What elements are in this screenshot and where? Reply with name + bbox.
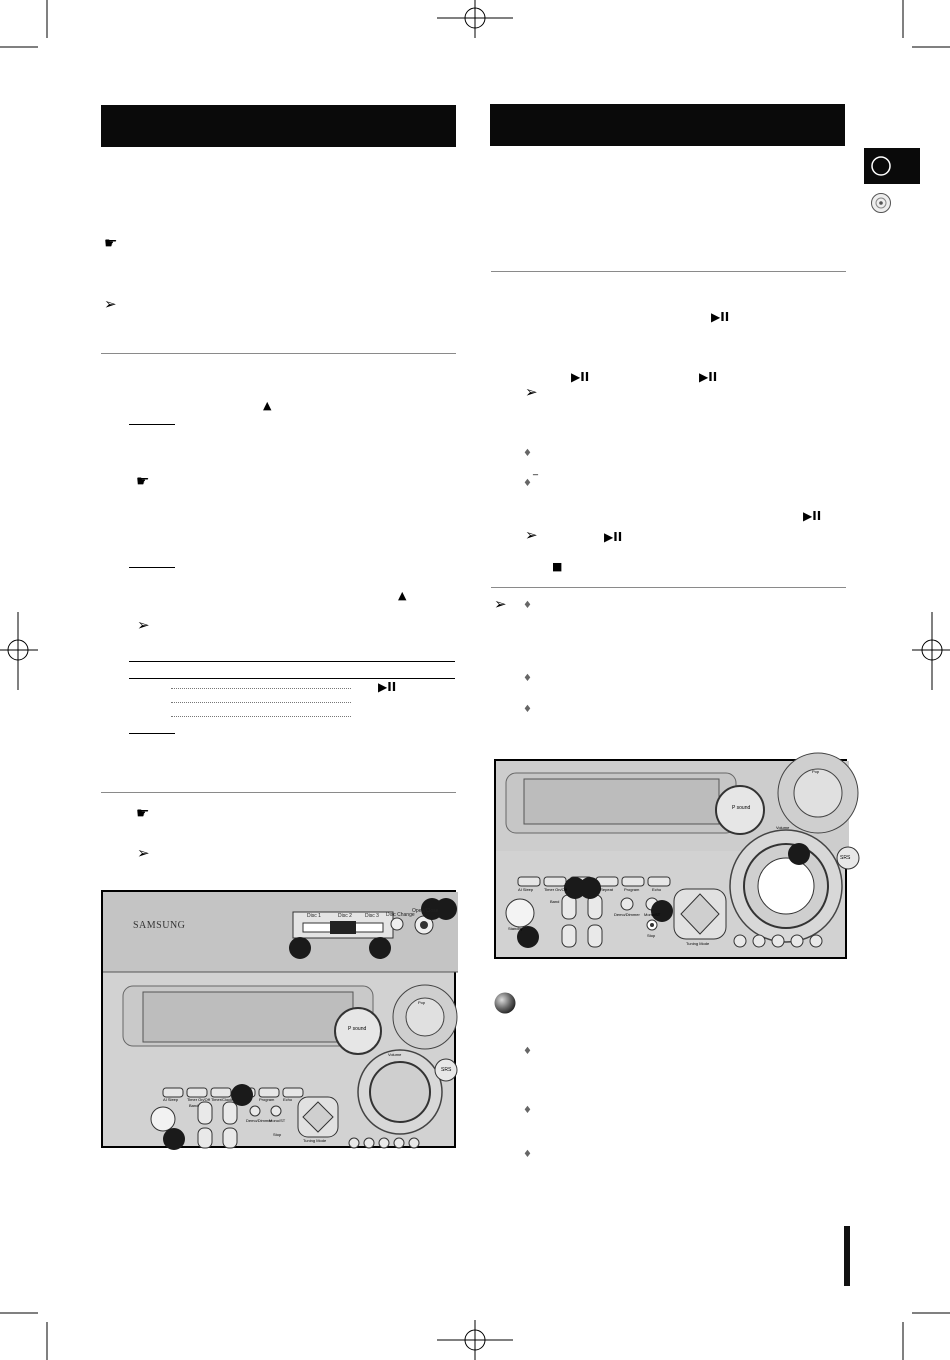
table-top-rule <box>129 661 455 662</box>
bullet-icon: ♦ <box>523 448 532 459</box>
fig-label-echo: Echo <box>652 887 662 892</box>
right-section-title-bar <box>490 104 845 146</box>
tip-arrow-icon: ➢ <box>137 616 150 634</box>
fig-label-p-sound: P sound <box>348 1026 367 1032</box>
play-pause-icon: ▶II <box>604 530 623 544</box>
fig-label-program: Program <box>624 887 640 892</box>
play-pause-icon: ▶II <box>711 310 730 324</box>
fig-label-standby: Standby <box>508 926 523 931</box>
bullet-icon: ♦ <box>523 1046 532 1057</box>
brand-logo-text: SAMSUNG <box>133 920 186 931</box>
section-sphere-icon <box>494 992 518 1016</box>
table-dots-2 <box>171 702 351 703</box>
tip-arrow-icon: ➢ <box>525 526 538 544</box>
step-underline-3 <box>129 733 175 734</box>
disc1-label: Disc 1 <box>307 913 321 919</box>
cd-disc-icon <box>870 192 894 216</box>
fig-label-band: Band <box>550 899 560 904</box>
bullet-icon: ♦ <box>523 478 532 489</box>
right-device-drawing <box>496 761 849 961</box>
left-divider-1 <box>101 353 456 354</box>
bullet-icon: ♦ <box>523 704 532 715</box>
fig-label-demo-dimmer: Demo/Dimmer <box>614 912 640 917</box>
language-circle-icon <box>864 148 920 184</box>
tip-arrow-icon: ➢ <box>137 844 150 862</box>
fig-label-volume: Volume <box>388 1052 402 1057</box>
tip-arrow-icon: ➢ <box>494 595 507 613</box>
eject-icon: ▲ <box>263 399 272 412</box>
step-underline-1 <box>129 424 175 425</box>
bullet-icon: ♦ <box>523 1105 532 1116</box>
page-number-bar <box>844 1226 850 1286</box>
table-header-rule <box>129 678 455 679</box>
fig-label-tuning-mode: Tuning Mode <box>686 941 710 946</box>
fig-label-pop: Pop <box>812 769 820 774</box>
fig-label-echo: Echo <box>283 1097 293 1102</box>
tip-arrow-icon: ➢ <box>104 295 117 313</box>
table-dots-3 <box>171 716 351 717</box>
fig-label-stop: Stop <box>273 1132 282 1137</box>
fig-label-srs: SRS <box>441 1067 452 1073</box>
fig-label-volume: Volume <box>776 825 790 830</box>
language-tab <box>864 148 920 184</box>
bullet-icon: ♦ <box>523 600 532 611</box>
fig-label-stop: Stop <box>647 933 656 938</box>
fig-label-band: Band <box>189 1103 199 1108</box>
disc2-label: Disc 2 <box>338 913 352 919</box>
fig-label-timer-on-off: Timer On/Off <box>187 1097 210 1102</box>
fig-label-ai-sleep: AI Sleep <box>163 1097 179 1102</box>
fig-label-demo-dimmer: Demo/Dimmer <box>246 1118 272 1123</box>
right-device-figure <box>494 759 851 959</box>
fig-label-srs: SRS <box>840 855 851 861</box>
note-hand-icon: ☛ <box>136 804 150 822</box>
step-underline-2 <box>129 567 175 568</box>
left-section-title-bar <box>101 105 456 147</box>
table-dots-1 <box>171 688 351 689</box>
play-pause-icon: ▶II <box>803 509 822 523</box>
eject-icon: ▲ <box>398 589 407 602</box>
open-close-label: Open/Close <box>412 908 439 914</box>
bullet-icon: ♦ <box>523 1149 532 1160</box>
right-divider-2 <box>491 587 846 588</box>
disc3-label: Disc 3 <box>365 913 379 919</box>
fig-label-ai-sleep: AI Sleep <box>518 887 534 892</box>
note-hand-icon: ☛ <box>136 472 150 490</box>
play-pause-icon: ▶II <box>571 370 590 384</box>
play-pause-icon: ▶II <box>699 370 718 384</box>
right-divider-1 <box>491 271 846 272</box>
fig-label-repeat: Repeat <box>600 887 613 892</box>
fig-label-p-sound: P sound <box>732 805 751 811</box>
play-pause-icon: ▶II <box>378 680 397 694</box>
tip-arrow-icon: ➢ <box>525 383 538 401</box>
fig-label-program: Program <box>259 1097 275 1102</box>
left-device-figure <box>101 890 456 1148</box>
minus-sign: _ <box>533 465 538 476</box>
fig-label-timer-on-off: Timer On/Off <box>544 887 567 892</box>
disc-change-label: Disc Change <box>386 912 415 918</box>
fig-label-mono-st: Mono/ST <box>269 1118 286 1123</box>
bullet-icon: ♦ <box>523 673 532 684</box>
fig-label-tuning-mode: Tuning Mode <box>303 1138 327 1143</box>
fig-label-mono-st: Mono/ST <box>644 912 661 917</box>
stop-icon: ■ <box>552 560 563 573</box>
fig-label-timer-clock: Timer/Clock <box>211 1097 233 1102</box>
left-divider-2 <box>101 792 456 793</box>
fig-label-pop: Pop <box>418 1000 426 1005</box>
note-hand-icon: ☛ <box>104 234 118 252</box>
